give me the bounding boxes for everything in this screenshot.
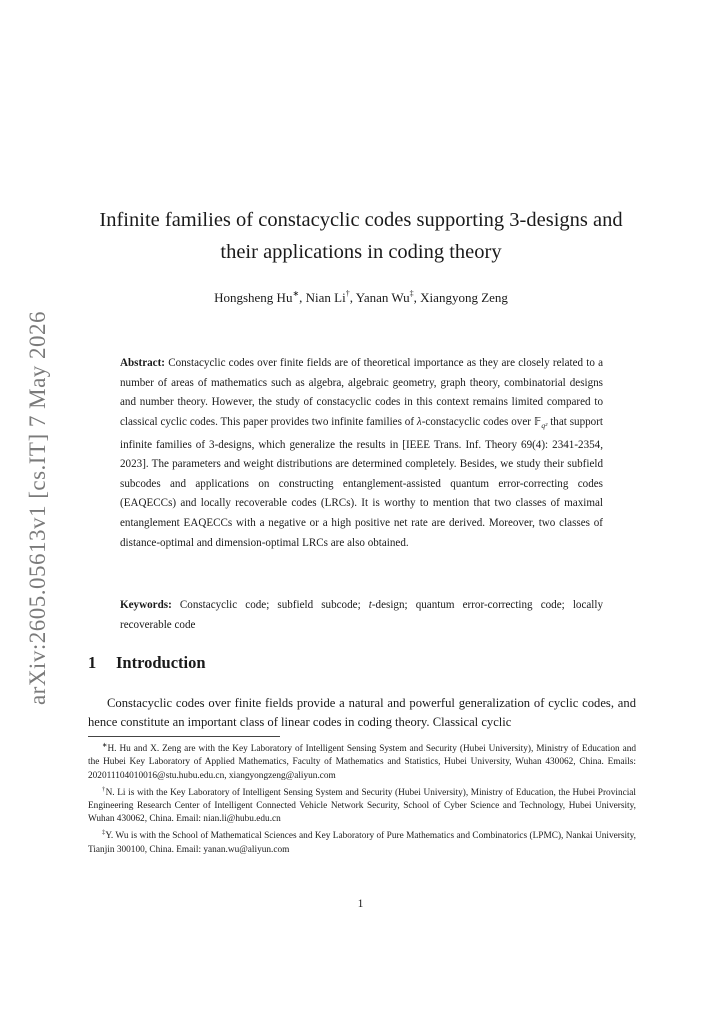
keywords-text: Constacyclic code; subfield subcode;: [179, 599, 369, 611]
author-name: Hongsheng Hu: [214, 290, 293, 305]
footnote-mark: ∗: [102, 742, 108, 749]
footnote-text: N. Li is with the Key Laboratory of Intelligent Sensing System and Security (Hubei University), Ministry of Education, the Hubei Provincial Engineering Research Center of Intelligent Connected Vehicle Network Security, School of Cyber Science and Technology, Hubei University, Wuhan 430062, China. Email: nian.li@hubu.edu.cn: [88, 787, 637, 825]
abstract-field-symbol: 𝔽: [533, 415, 542, 428]
abstract-text: that support infinite families of 3-designs, which generalize the results in [IEEE Trans. Inf. Theory 69(4): 2341-2354, 2023]. The parameters and weight distributions are determined completely. Besides, we study their subfield subcodes and applications on constructing entanglement-assisted quantum error-correcting codes (EAQECCs) and locally recoverable codes (LRCs). It is worthy to mention that two classes of maximal entanglement EAQECCs with a negative or a high positive net rate are derived. Moreover, two classes of distance-optimal and dimension-optimal LRCs are also obtained.: [120, 415, 603, 549]
abstract-label: Abstract:: [120, 357, 165, 369]
intro-paragraph: Constacyclic codes over finite fields provide a natural and powerful generalization of cyclic codes, and hence constitute an important class of linear codes in coding theory. Classical cyclic: [88, 696, 636, 730]
author-list: Hongsheng Hu∗, Nian Li†, Yanan Wu‡, Xiangyong Zeng: [214, 289, 508, 305]
footnote: [88, 739, 636, 783]
author-name: Nian Li: [305, 290, 346, 305]
section-heading: [88, 653, 206, 673]
page-number: 1: [357, 898, 364, 910]
paper-title: [80, 204, 642, 268]
footnote-mark: ∗: [292, 289, 300, 298]
abstract-text: -constacyclic codes over: [421, 415, 534, 428]
paper-title-line-1: Infinite families of constacyclic codes supporting 3-designs and: [99, 209, 623, 231]
abstract-lambda: λ: [416, 415, 422, 428]
footnote-rule: [88, 736, 280, 737]
keywords-t: t: [368, 599, 372, 611]
abstract: [120, 354, 603, 553]
footnote: [88, 826, 636, 857]
keywords: [120, 596, 603, 635]
author-name: Xiangyong Zeng: [420, 290, 508, 305]
author-name: Yanan Wu: [355, 290, 410, 305]
footnote-mark: ‡: [102, 829, 106, 837]
footnotes: [88, 739, 636, 857]
footnote-mark: †: [102, 785, 106, 793]
abstract-text: Constacyclic codes over finite fields are of theoretical importance as they are closely related to a number of areas of mathematics such as algebra, algebraic geometry, graph theory, combinatorial designs and number theory. However, the study of constacyclic codes in this context remains limited compared to classical cyclic codes. This paper provides two infinite families of: [120, 357, 603, 428]
abstract-field-subscript: q²: [541, 421, 548, 430]
footnote-text: H. Hu and X. Zeng are with the Key Laboratory of Intelligent Sensing System and Security (Hubei University), Ministry of Education and the Hubei Key Laboratory of Applied Mathematics, Faculty of Mathematics and Statistics, Hubei University, Wuhan 430062, China. Emails: 202011104010016@stu.hubu.edu.cn, xiangyongzeng@aliyun.com: [88, 744, 636, 781]
footnote: [88, 783, 636, 827]
arxiv-identifier-text: arXiv:2605.05613v1 [cs.IT] 7 May 2026: [25, 310, 50, 706]
keywords-label: Keywords:: [120, 599, 172, 611]
section-number: 1: [88, 653, 97, 672]
footnote-mark: †: [345, 289, 350, 298]
footnote-mark: ‡: [409, 289, 414, 298]
keywords-text: -design; quantum error-correcting code; locally recoverable code: [120, 599, 604, 631]
paper-title-line-2: their applications in coding theory: [220, 241, 502, 263]
section-title: Introduction: [116, 653, 206, 672]
footnote-text: Y. Wu is with the School of Mathematical Sciences and Key Laboratory of Pure Mathematics and Combinatorics (LPMC), Nankai University, Tianjin 300100, China. Email: yanan.wu@aliyun.com: [88, 831, 636, 855]
